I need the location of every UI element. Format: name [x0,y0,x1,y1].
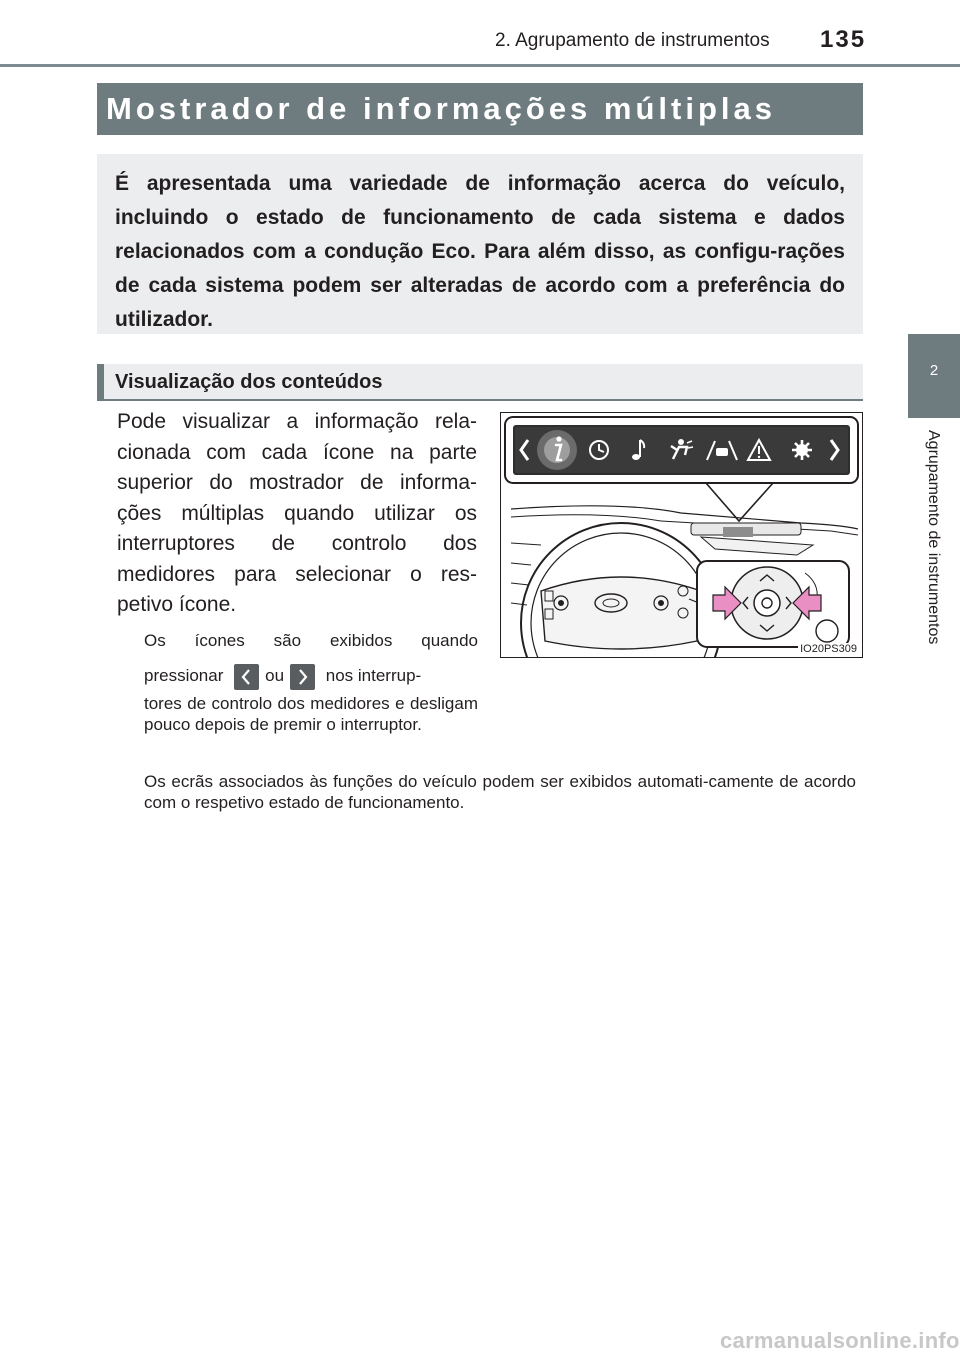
note-line: Os ícones são exibidos quando [144,631,478,650]
note-icons-display [144,629,478,735]
chapter-tab [908,334,960,418]
settings-icon [792,440,812,460]
subsection-rule [97,399,863,401]
note-word: pressionar [144,666,224,685]
intro-text: É apresentada uma variedade de informação acerca do veículo, incluindo o estado de funcionamento de cada sistema e dados relacionados com a condução Eco. Para além disso, as configu-rações de cada sistema podem ser alteradas de acordo com a preferência do utilizador. [115,172,845,331]
header-rule [0,64,960,67]
note-word: nos interrup- [325,666,422,685]
dashboard-illustration [500,412,863,658]
note-text: tores de controlo dos medidores e desligam pouco depois de premir o interruptor. [144,694,478,734]
body-paragraph: Pode visualizar a informação rela-cionada com cada ícone na parte superior do mostrador de informa-ções múltiplas quando utilizar os interruptores de controlo dos medidores para selecionar o res-petivo ícone. [117,410,477,616]
figure-code: IO20PS309 [800,643,857,655]
page-number: 135 [820,26,867,53]
subsection-title: Visualização dos conteúdos [97,364,863,400]
intro-box [97,154,863,334]
note-word: ou [265,666,285,685]
watermark: carmanualsonline.info [720,1328,960,1353]
chapter-title: Agrupamento de instrumentos [925,430,942,645]
right-button-icon [290,664,315,690]
note-auto-display: Os ecrãs associados às funções do veículo podem ser exibidos automati-camente de acordo com o respetivo estado de funcionamento. [144,772,856,812]
note-line-buttons [144,661,478,691]
running-title: 2. Agrupamento de instrumentos [495,30,770,51]
section-title: Mostrador de informações múltiplas [97,83,863,135]
left-button-icon [234,664,259,690]
chapter-number: 2 [929,362,939,379]
